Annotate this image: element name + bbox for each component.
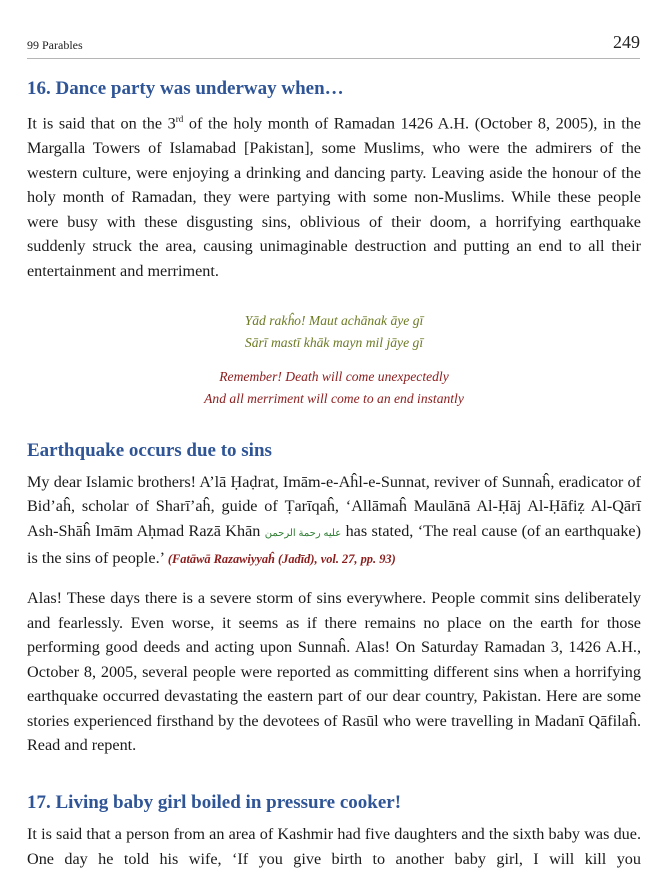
header-divider [27, 58, 640, 59]
section-17-paragraph: It is said that a person from an area of Kashmir had five daughters and the sixth baby was due. One day he told his wife, ‘If you give birth to another baby girl, I will kill you [27, 825, 641, 868]
para-text-rest: of the holy month of Ramadan 1426 A.H. (October 8, 2005), in the Margalla Towers of Islamabad [Pakistan], some Muslims, who were the admirers of the western culture, were enjoying a drinking and dancing party. Leaving aside the honour of the holy month of Ramadan, they were partying with some non-Muslims. While these people were busy with these disgusting sins, oblivious of their doom, a horrifying earthquake suddenly struck the area, causing unimaginable destruction and putting an end to all their entertainment and merriment. [27, 114, 641, 280]
section-16-heading: 16. Dance party was underway when… [27, 78, 344, 99]
earthquake-paragraph-2: Alas! These days there is a severe storm of sins everywhere. People commit sins deliberately and fearlessly. Even worse, it seems as if there remains no place on the earth for those performing good deeds and acting upon Sunnaĥ. Alas! On Saturday Ramadan 3, 1426 A.H., October 8, 2005, several people were reported as committing different sins when a horrifying earthquake occurred devastating the eastern part of our dear country, Pakistan. Here are some stories experienced firsthand by the devotees of Rasūl who were travelling in Madanī Qāfilaĥ. Read and repent. [27, 588, 641, 755]
section-16-paragraph [27, 107, 641, 284]
earthquake-heading: Earthquake occurs due to sins [27, 439, 272, 461]
para-text: My dear Islamic brothers! A’lā Ḥaḍrat, Imām-e-Aĥl-e-Sunnat, reviver of Sunnaĥ, eradicator of Bid’aĥ, scholar of Sharī’aĥ, guide of Ṭarīqaĥ, ‘Allāmaĥ Maulānā Al-Ḥāj Al-Ḥāfiẓ Al-Qārī Ash-Shāĥ Imām Aḥmad Razā Khān [27, 472, 641, 540]
para-text: has stated, ‘The real cause (of an earthquake) is the sins of people.’ [27, 521, 641, 568]
page-content [27, 76, 641, 871]
citation-reference: (Fatāwā Razawiyyaĥ (Jadīd), vol. 27, pp. 93) [167, 552, 396, 567]
earthquake-paragraph-1 [27, 470, 641, 572]
verse-translation-line-1: Remember! Death will come unexpectedly [219, 368, 449, 384]
section-17-heading: 17. Living baby girl boiled in pressure cooker! [27, 792, 402, 814]
verse-transliteration-line-1: Yād rakĥo! Maut achānak āye gī [244, 312, 424, 328]
page-number: 249 [613, 32, 640, 52]
para-text-start: It is said that on the 3 [27, 114, 176, 133]
book-title: 99 Parables [27, 38, 83, 52]
verse-transliteration-line-2: Sārī mastī khāk mayn mil jāye gī [244, 334, 424, 350]
running-header [27, 30, 640, 58]
arabic-honorific: عليه رحمة الرحمن [264, 527, 342, 539]
ordinal-suffix: rd [175, 114, 184, 124]
verse-translation-line-2: And all merriment will come to an end instantly [204, 390, 464, 406]
